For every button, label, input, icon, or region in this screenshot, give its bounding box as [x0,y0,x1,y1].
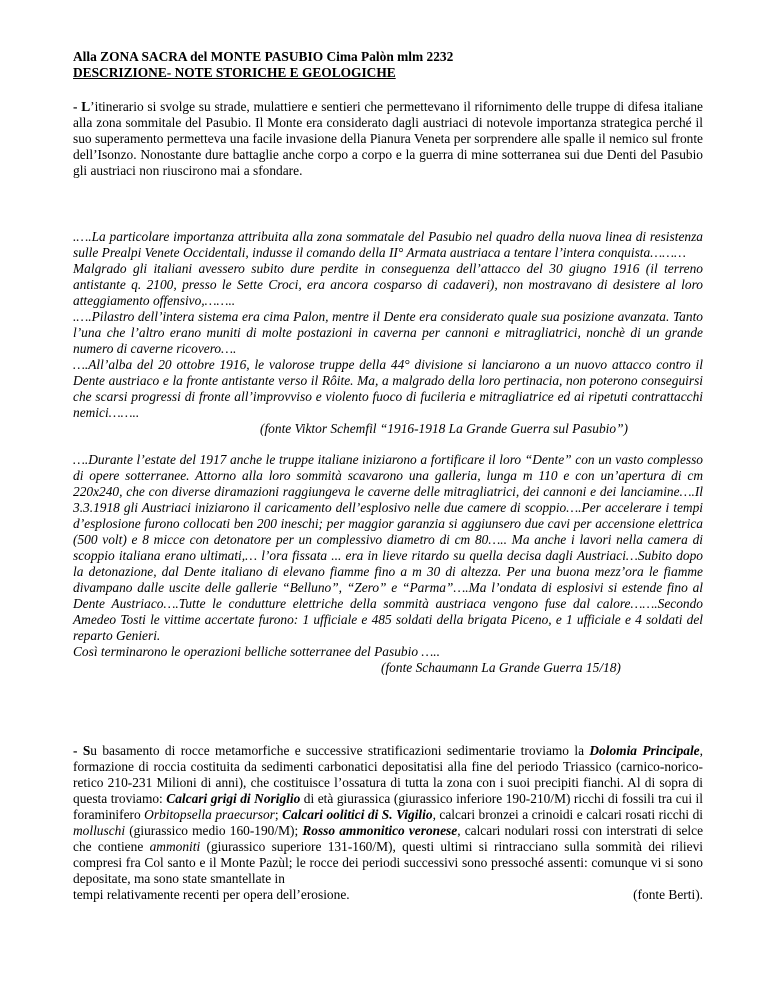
title-block [73,49,703,81]
page-title: Alla ZONA SACRA del MONTE PASUBIO Cima Palòn mlm 2232 [73,49,454,64]
quote-block-2 [73,452,703,676]
geology-text-8: (giurassico superiore 131-160/M), questi ultimi si rintracciano sulla sommità dei rilievi compresi fra Col santo e il Monte Pazùl; le rocce dei periodi successivi sono pressoché assenti: comunque vi si sono depositate, ma sono state smantellate in [73,839,703,886]
quote1-paragraph-2: Malgrado gli italiani avessero subito dure perdite in conseguenza dell’attacco del 30 giugno 1916 (il terreno antistante q. 2100, presso le Sette Croci, era ancora cosparso di cadaveri), non mostravano di desistere al loro atteggiamento offensivo,…….. [73,261,703,308]
quote-block-1 [73,229,703,437]
geology-paragraph [73,743,703,903]
term-dolomia-principale: Dolomia Principale [589,743,700,758]
geology-text-5: , calcari bronzei a crinoidi e calcari rosati ricchi di [432,807,703,822]
intro-paragraph [73,99,703,179]
quote1-paragraph-4: ….All’alba del 20 ottobre 1916, le valorose truppe della 44° divisione si lanciarono a un nuovo attacco contro il Dente austriaco e la fronte antistante verso il Rôite. Ma, a malgrado della loro pertinacia, non poterono conseguirsi che scarsi progressi di fronte all’improvviso e violento fuoco di fucileria e mitragliatrice ed ai ripetuti contrattacchi nemici…….. [73,357,703,420]
term-calcari-vigilio: Calcari oolitici di S. Vigilio [282,807,433,822]
intro-lead: - L [73,99,91,114]
quote1-source: (fonte Viktor Schemfil “1916-1918 La Grande Guerra sul Pasubio”) [260,421,628,436]
geology-lead: - S [73,743,91,758]
geology-text-4: ; [274,807,283,822]
geology-source: (fonte Berti). [633,887,703,902]
geology-last-line [73,887,703,903]
quote2-paragraph-1: ….Durante l’estate del 1917 anche le truppe italiane iniziarono a fortificare il loro “Dente” con un vasto complesso di opere sotterranee. Attorno alla loro sommità scavarono una galleria, lunga m 110 e con un’apertura di cm 220x240, che con diverse diramazioni raggiungeva le caverne delle mitragliatrici, dei cannoni e dei lanciamine….Il 3.3.1918 gli Austriaci iniziarono il caricamento dell’esplosivo nelle due camere di scoppio….Per accelerare i tempi d’esplosione furono collocati ben 200 ineschi; per maggior garanzia si aggiunsero due cavi per accensione elettrica (500 volt) e 8 micce con detonatore per un complessivo diametro di cm 80….. Ma anche i lavori nella camera di scoppio italiana erano ultimati,… l’ora fissata ... era in lieve ritardo su quella decisa dagli Austriaci…Subito dopo la detonazione, dal Dente italiano di elevano fiamme fino a m 30 di altezza. Per una buona mezz’ora le fiamme divampano dalle uscite delle gallerie “Belluno”, “Zero” e “Parma”….Ma l’ondata di esplosivi si estende fino al Dente Austriaco….Tutte le condutture elettriche della sommità austriaca vengono fuse dal calore…….Secondo Amedeo Tosti le vittime accertate furono: 1 ufficiale e 485 soldati della brigata Piceno, e 1 ufficiale e 4 soldati del reparto Genieri. [73,452,703,643]
geology-text-7: , calcari nodulari rossi con interstrati di selce che contiene [73,823,704,854]
quote1-paragraph-3: .….Pilastro dell’intera sistema era cima Palon, mentre il Dente era considerato quale sua posizione avanzata. Tanto l’una che l’altro erano muniti di molte postazioni in caverna per cannoni e mitragliatrici, nonchè di un grande numero di caverne ricovero…. [73,309,703,356]
intro-text: ’itinerario si svolge su strade, mulattiere e sentieri che permettevano il rifornimento delle truppe di difesa italiane alla zona sommitale del Pasubio. Il Monte era considerato dagli austriaci di notevole importanza strategica perché il suo superamento permetteva una facile invasione della Pianura Veneta per sorprendere alle spalle il nemico sul fronte dell’Isonzo. Nonostante dure battaglie anche corpo a corpo e la guerra di mine sotterranea sui due Denti del Pasubio gli austriaci non riuscirono mai a sfondare. [73,99,703,178]
quote2-paragraph-2: Così terminarono le operazioni belliche sotterranee del Pasubio ….. [73,644,440,659]
term-ammoniti: ammoniti [149,839,201,854]
quote1-paragraph-1: .….La particolare importanza attribuita alla zona sommatale del Pasubio nel quadro della nuova linea di resistenza sulle Prealpi Venete Occidentali, indusse il comando della II° Armata austriaca a tentare l’intera conquista……… [73,229,703,260]
geology-text-1: u basamento di rocce metamorfiche e successive stratificazioni sedimentarie troviamo la [90,743,590,758]
quote2-source: (fonte Schaumann La Grande Guerra 15/18) [381,660,621,675]
term-calcari-noriglio: Calcari grigi di Noriglio [166,791,301,806]
term-orbitopsella: Orbitopsella praecursor [144,807,275,822]
term-molluschi: molluschi [73,823,126,838]
geology-text-9: tempi relativamente recenti per opera dell’erosione. [73,887,350,902]
geology-text-2: , formazione di roccia costituita da sedimenti carbonatici depositatisi alla fine del periodo Triassico (carnico-norico-retico 210-231 Milioni di anni), che costituisce l’ossatura di tutta la zona con i suoi precipiti fianchi. Al di sopra di questa troviamo: [73,743,703,806]
geology-text-3: di età giurassica (giurassico inferiore 190-210/M) ricchi di fossili tra cui il foraminifero [73,791,703,822]
geology-text-6: (giurassico medio 160-190/M); [125,823,303,838]
page-subtitle: DESCRIZIONE- NOTE STORICHE E GEOLOGICHE [73,65,396,80]
term-rosso-ammonitico: Rosso ammonitico veronese [302,823,458,838]
